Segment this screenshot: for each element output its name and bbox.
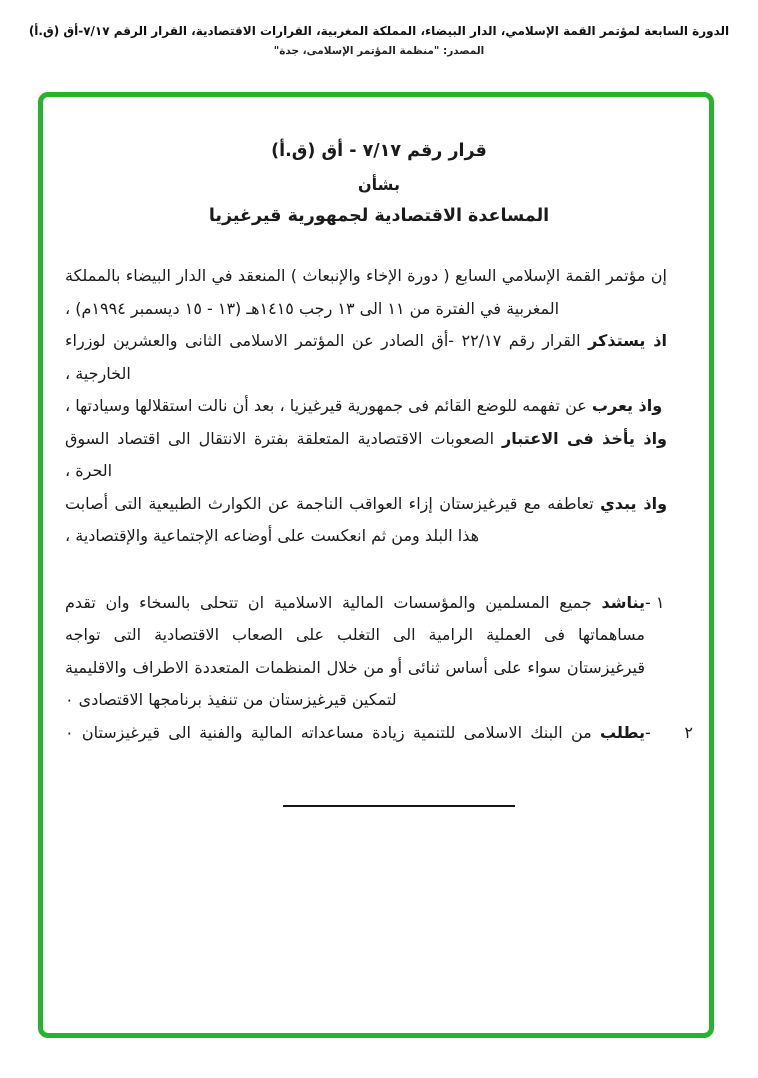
preamble-paragraph — [65, 325, 693, 390]
document-body — [43, 97, 709, 807]
closing-rule — [283, 805, 515, 807]
item-text: جميع المسلمين والمؤسسات المالية الاسلامية ان تتحلى بالسخاء وان تقدم مساهماتها فى العملية الرامية الى التغلب على الصعاب الاقتصادية التى تواجه قيرغيزستان سواء على أساس ثنائى أو من خلال المنظمات المتعددة الاطراف والاقليمية لتمكين قيرغيزستان من تنفيذ برنامجها الاقتصادى ٠ — [65, 592, 645, 709]
resolution-number-title: قرار رقم ٧/١٧ - أق (ق.أ) — [271, 141, 487, 161]
item-lead: يناشد — [601, 592, 645, 612]
document-citation: الدورة السابعة لمؤتمر القمة الإسلامي، الدار البيضاء، المملكة المغربية، القرارات الاقتصادية، القرار الرقم ٧/١٧-أق (ق.أ) — [28, 24, 730, 38]
paragraph-text: إن مؤتمر القمة الإسلامي السابع ( دورة الإخاء والإنبعاث ) المنعقد في الدار البيضاء بالمملكة المغربية في الفترة من ١١ الى ١٣ رجب ١٤١٥هـ (١٣ - ١٥ ديسمبر ١٩٩٤م) ، — [65, 266, 667, 318]
paragraph-lead: واذ يبدي — [600, 493, 668, 513]
preamble-paragraph — [65, 488, 693, 553]
paragraph-lead: واذ يأخذ فى الاعتبار — [501, 428, 667, 448]
resolution-item-2 — [65, 717, 693, 750]
preamble-paragraph — [65, 390, 693, 423]
operative-items-section — [65, 587, 693, 750]
document-source: المصدر: "منظمة المؤتمر الإسلامى، جدة" — [273, 45, 485, 57]
paragraph-text: الصعوبات الاقتصادية المتعلقة بفترة الانتقال الى اقتصاد السوق الحرة ، — [65, 428, 502, 480]
item-lead: يطلب — [599, 722, 645, 742]
paragraph-lead: واذ يعرب — [591, 396, 663, 415]
resolution-item-1 — [65, 587, 693, 717]
preamble-section — [65, 260, 693, 553]
preamble-paragraph — [65, 260, 693, 325]
item-text: من البنك الاسلامى للتنمية زيادة مساعداته المالية والفنية الى قيرغيزستان ٠ — [65, 722, 600, 742]
resolution-subject-title: المساعدة الاقتصادية لجمهورية قيرغيزيا — [208, 206, 550, 226]
paragraph-text: القرار رقم ٢٢/١٧ -أق الصادر عن المؤتمر الاسلامى الثانى والعشرين لوزراء الخارجية ، — [65, 331, 589, 383]
item-number: ١ - — [645, 592, 665, 612]
resolution-subject-label: بشأن — [358, 175, 400, 194]
paragraph-lead: اذ يستذكر — [588, 331, 668, 350]
document-border-frame — [38, 92, 714, 1038]
item-number: ٢ - — [645, 722, 693, 742]
page-header — [0, 0, 758, 57]
preamble-paragraph — [65, 423, 693, 488]
paragraph-text: تعاطفه مع قيرغيزستان إزاء العواقب الناجمة عن الكوارث الطبيعية التى أصابت هذا البلد ومن ثم انعكست على أوضاعه الإجتماعية والإقتصادية ، — [65, 493, 601, 545]
paragraph-text: عن تفهمه للوضع القائم فى جمهورية قيرغيزيا ، بعد أن نالت استقلالها وسيادتها ، — [65, 396, 592, 415]
